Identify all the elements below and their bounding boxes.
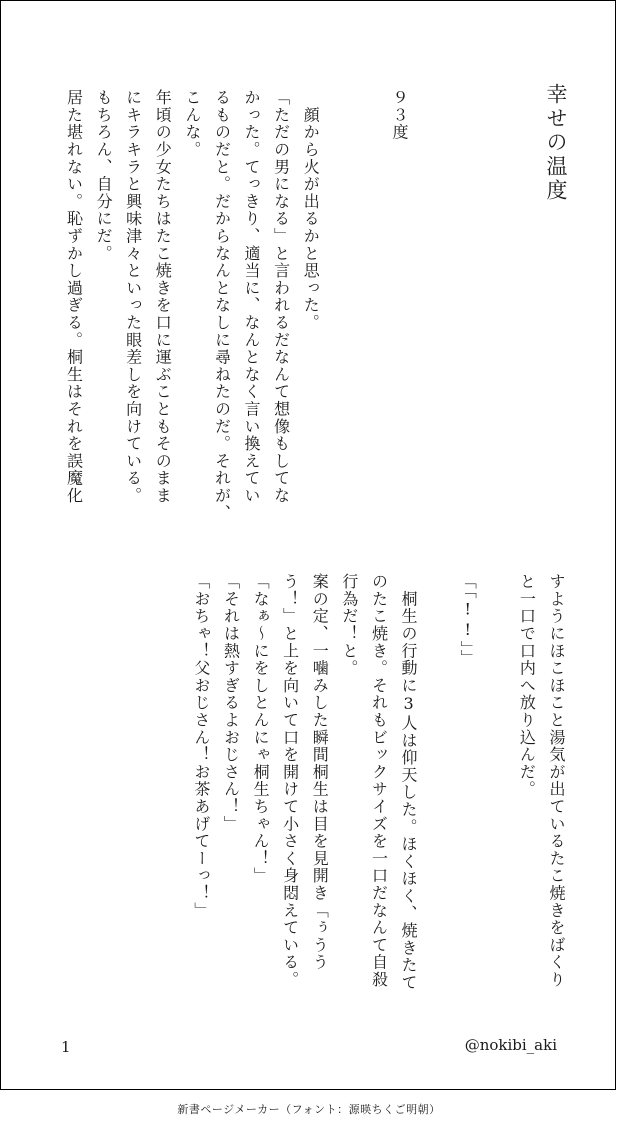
lower-text-block: すようにほこほこと湯気が出ているたこ焼きをばくり と一口で口内へ放り込んだ。 「「!!」」 桐生の行動に3人は仰天した。ほくほく、焼きたて のたこ焼き。それもビックサイズを一口だなんて自殺 行為だ！と。 案の定、一噛みした瞬間桐生は目を見開き「ぅうう う！」と上を向いて口を開けて小さく身悶えている。 「なぁ〜にをしとんにゃ桐生ちゃん！」 「それは熱すぎるよおじさん！」 「おちゃ！父おじさん！お茶あげてーっ！」: [191, 573, 566, 992]
author-handle: @nokibi_aki: [464, 1036, 557, 1054]
footer-credit: 新書ページメーカー（フォント：源暎ちくご明朝）: [177, 1103, 441, 1116]
story-title: 幸せの温度: [544, 83, 568, 203]
upper-text-block: ９３度 顔から火が出るかと思った。 「ただの男になる」と言われるだなんて想像もしてな かった。てっきり、適当に、なんとなく言い換えてい るものだと。だからなんとなしに尋ねたのだ。それが、 こんな。 年頃の少女たちはたこ焼きを口に運ぶこともそのまま にキラキラと興味津々といった眼差しを向けている。 もちろん、自分にだ。 居た堪れない。恥ずかし過ぎる。桐生はそれを誤魔化: [64, 89, 409, 522]
page-number: 1: [61, 1038, 71, 1056]
